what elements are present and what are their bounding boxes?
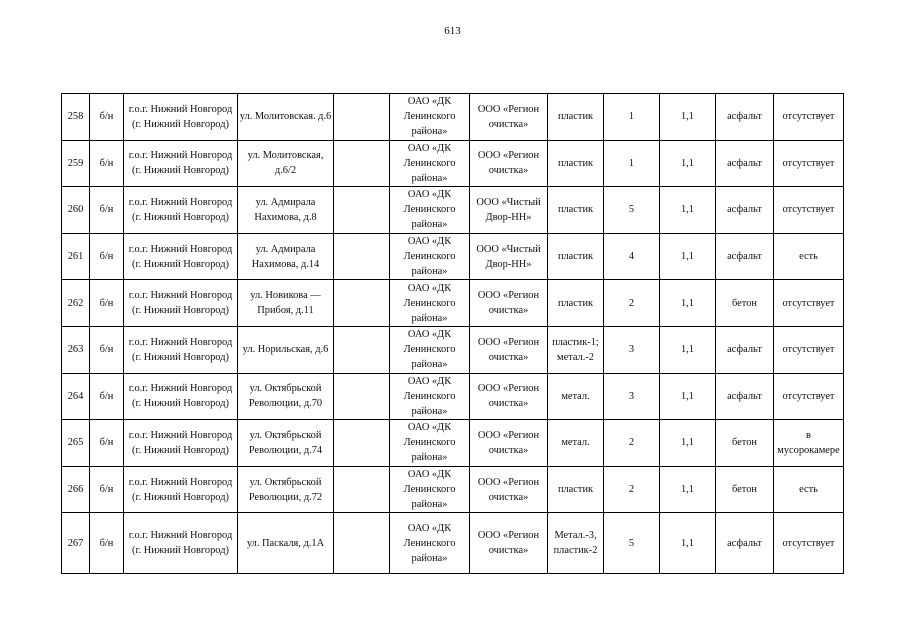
cell-container-count: 2: [604, 280, 660, 327]
cell-address: ул. Адмирала Нахимова, д.14: [238, 233, 334, 280]
cell-row-number: 267: [62, 513, 90, 574]
cell-container-volume: 1,1: [660, 373, 716, 420]
cell-container-material: пластик: [548, 280, 604, 327]
table-row: [62, 94, 844, 141]
cell-surface-type: бетон: [716, 280, 774, 327]
cell-address: ул. Адмирала Нахимова, д.8: [238, 187, 334, 234]
cell-locality: г.о.г. Нижний Новгород (г. Нижний Новгород): [124, 280, 238, 327]
cell-owner: ОАО «ДК Ленинского района»: [390, 94, 470, 141]
cell-registry-mark: б/н: [90, 94, 124, 141]
cell-address: ул. Октябрьской Революции, д.70: [238, 373, 334, 420]
cell-operator: ООО «Чистый Двор-НН»: [470, 187, 548, 234]
cell-container-count: 1: [604, 94, 660, 141]
cell-operator: ООО «Регион очистка»: [470, 280, 548, 327]
cell-locality: г.о.г. Нижний Новгород (г. Нижний Новгород): [124, 513, 238, 574]
cell-surface-type: асфальт: [716, 513, 774, 574]
cell-surface-type: асфальт: [716, 373, 774, 420]
cell-locality: г.о.г. Нижний Новгород (г. Нижний Новгород): [124, 140, 238, 187]
cell-address: ул. Молитовская, д.6/2: [238, 140, 334, 187]
cell-row-number: 265: [62, 420, 90, 467]
cell-registry-mark: б/н: [90, 513, 124, 574]
cell-operator: ООО «Регион очистка»: [470, 94, 548, 141]
cell-registry-mark: б/н: [90, 326, 124, 373]
cell-empty: [334, 140, 390, 187]
cell-registry-mark: б/н: [90, 373, 124, 420]
cell-owner: ОАО «ДК Ленинского района»: [390, 420, 470, 467]
cell-container-count: 4: [604, 233, 660, 280]
cell-container-volume: 1,1: [660, 513, 716, 574]
cell-container-material: пластик: [548, 233, 604, 280]
cell-waste-chamber: отсутствует: [774, 94, 844, 141]
table-row: [62, 280, 844, 327]
table-row: [62, 373, 844, 420]
cell-container-material: метал.: [548, 373, 604, 420]
cell-container-count: 5: [604, 513, 660, 574]
cell-container-volume: 1,1: [660, 233, 716, 280]
cell-container-count: 2: [604, 466, 660, 513]
cell-waste-chamber: есть: [774, 466, 844, 513]
cell-address: ул. Новикова — Прибоя, д.11: [238, 280, 334, 327]
cell-registry-mark: б/н: [90, 187, 124, 234]
cell-empty: [334, 280, 390, 327]
cell-surface-type: асфальт: [716, 326, 774, 373]
cell-container-material: Метал.-3, пластик-2: [548, 513, 604, 574]
cell-owner: ОАО «ДК Ленинского района»: [390, 233, 470, 280]
cell-row-number: 264: [62, 373, 90, 420]
cell-waste-chamber: отсутствует: [774, 280, 844, 327]
table-row: [62, 233, 844, 280]
cell-registry-mark: б/н: [90, 140, 124, 187]
cell-container-volume: 1,1: [660, 94, 716, 141]
cell-operator: ООО «Регион очистка»: [470, 466, 548, 513]
table-body: [62, 94, 844, 574]
cell-locality: г.о.г. Нижний Новгород (г. Нижний Новгород): [124, 233, 238, 280]
cell-container-material: пластик: [548, 466, 604, 513]
cell-operator: ООО «Регион очистка»: [470, 373, 548, 420]
cell-container-count: 2: [604, 420, 660, 467]
cell-registry-mark: б/н: [90, 280, 124, 327]
cell-owner: ОАО «ДК Ленинского района»: [390, 326, 470, 373]
cell-row-number: 261: [62, 233, 90, 280]
cell-container-count: 5: [604, 187, 660, 234]
cell-row-number: 260: [62, 187, 90, 234]
cell-owner: ОАО «ДК Ленинского района»: [390, 280, 470, 327]
cell-owner: ОАО «ДК Ленинского района»: [390, 373, 470, 420]
cell-operator: ООО «Регион очистка»: [470, 513, 548, 574]
cell-container-count: 1: [604, 140, 660, 187]
cell-container-material: пластик: [548, 140, 604, 187]
cell-surface-type: асфальт: [716, 140, 774, 187]
cell-row-number: 263: [62, 326, 90, 373]
page-number: 613: [444, 25, 461, 37]
cell-row-number: 262: [62, 280, 90, 327]
cell-registry-mark: б/н: [90, 420, 124, 467]
cell-address: ул. Молитовская. д.6: [238, 94, 334, 141]
cell-waste-chamber: отсутствует: [774, 187, 844, 234]
cell-address: ул. Октябрьской Революции, д.74: [238, 420, 334, 467]
cell-registry-mark: б/н: [90, 466, 124, 513]
cell-waste-chamber: отсутствует: [774, 513, 844, 574]
table-row: [62, 420, 844, 467]
cell-waste-chamber: в мусорокамере: [774, 420, 844, 467]
cell-locality: г.о.г. Нижний Новгород (г. Нижний Новгород): [124, 94, 238, 141]
cell-registry-mark: б/н: [90, 233, 124, 280]
cell-row-number: 258: [62, 94, 90, 141]
cell-locality: г.о.г. Нижний Новгород (г. Нижний Новгород): [124, 373, 238, 420]
cell-operator: ООО «Регион очистка»: [470, 140, 548, 187]
cell-container-volume: 1,1: [660, 420, 716, 467]
cell-operator: ООО «Регион очистка»: [470, 420, 548, 467]
cell-waste-chamber: отсутствует: [774, 140, 844, 187]
cell-empty: [334, 326, 390, 373]
container-sites-table: [61, 93, 844, 574]
cell-surface-type: асфальт: [716, 233, 774, 280]
cell-container-material: метал.: [548, 420, 604, 467]
table-row: [62, 140, 844, 187]
cell-empty: [334, 94, 390, 141]
cell-owner: ОАО «ДК Ленинского района»: [390, 513, 470, 574]
cell-container-material: пластик: [548, 187, 604, 234]
cell-owner: ОАО «ДК Ленинского района»: [390, 466, 470, 513]
cell-surface-type: бетон: [716, 420, 774, 467]
cell-row-number: 259: [62, 140, 90, 187]
cell-waste-chamber: отсутствует: [774, 373, 844, 420]
cell-operator: ООО «Регион очистка»: [470, 326, 548, 373]
cell-empty: [334, 373, 390, 420]
cell-container-volume: 1,1: [660, 326, 716, 373]
cell-empty: [334, 187, 390, 234]
cell-surface-type: асфальт: [716, 94, 774, 141]
cell-container-count: 3: [604, 373, 660, 420]
cell-container-count: 3: [604, 326, 660, 373]
cell-locality: г.о.г. Нижний Новгород (г. Нижний Новгород): [124, 420, 238, 467]
cell-locality: г.о.г. Нижний Новгород (г. Нижний Новгород): [124, 187, 238, 234]
cell-container-volume: 1,1: [660, 466, 716, 513]
cell-container-material: пластик: [548, 94, 604, 141]
cell-address: ул. Октябрьской Революции, д.72: [238, 466, 334, 513]
cell-owner: ОАО «ДК Ленинского района»: [390, 187, 470, 234]
table-row: [62, 326, 844, 373]
table-row: [62, 466, 844, 513]
table-row: [62, 187, 844, 234]
cell-empty: [334, 513, 390, 574]
cell-locality: г.о.г. Нижний Новгород (г. Нижний Новгород): [124, 466, 238, 513]
cell-container-material: пластик-1; метал.-2: [548, 326, 604, 373]
cell-container-volume: 1,1: [660, 280, 716, 327]
cell-empty: [334, 420, 390, 467]
cell-address: ул. Норильская, д.6: [238, 326, 334, 373]
cell-operator: ООО «Чистый Двор-НН»: [470, 233, 548, 280]
cell-row-number: 266: [62, 466, 90, 513]
cell-container-volume: 1,1: [660, 140, 716, 187]
cell-locality: г.о.г. Нижний Новгород (г. Нижний Новгород): [124, 326, 238, 373]
cell-owner: ОАО «ДК Ленинского района»: [390, 140, 470, 187]
cell-waste-chamber: отсутствует: [774, 326, 844, 373]
cell-waste-chamber: есть: [774, 233, 844, 280]
cell-surface-type: бетон: [716, 466, 774, 513]
cell-empty: [334, 233, 390, 280]
cell-empty: [334, 466, 390, 513]
cell-address: ул. Паскаля, д.1А: [238, 513, 334, 574]
cell-container-volume: 1,1: [660, 187, 716, 234]
table-row: [62, 513, 844, 574]
cell-surface-type: асфальт: [716, 187, 774, 234]
